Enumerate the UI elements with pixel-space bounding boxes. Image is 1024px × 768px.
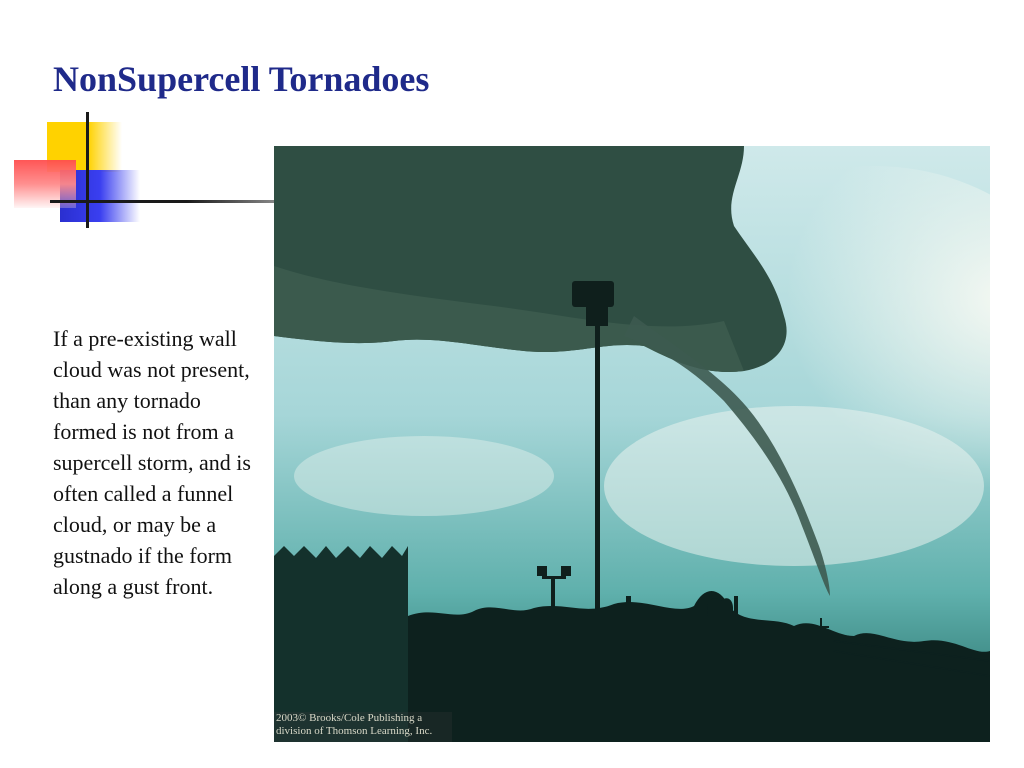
slide-title: NonSupercell Tornadoes <box>53 59 430 99</box>
tornado-photo <box>274 146 990 742</box>
logo-vertical-line <box>86 112 89 228</box>
photo-credit: 2003© Brooks/Cole Publishing a division of Thomson Learning, Inc. <box>274 712 452 742</box>
body-text: If a pre-existing wall cloud was not present, than any tornado formed is not from a supercell storm, and is often called a funnel cloud, or may be a gustnado if the form along a gust front. <box>53 326 251 599</box>
tornado-photo-illustration <box>274 146 990 742</box>
title-divider-line <box>50 200 278 203</box>
